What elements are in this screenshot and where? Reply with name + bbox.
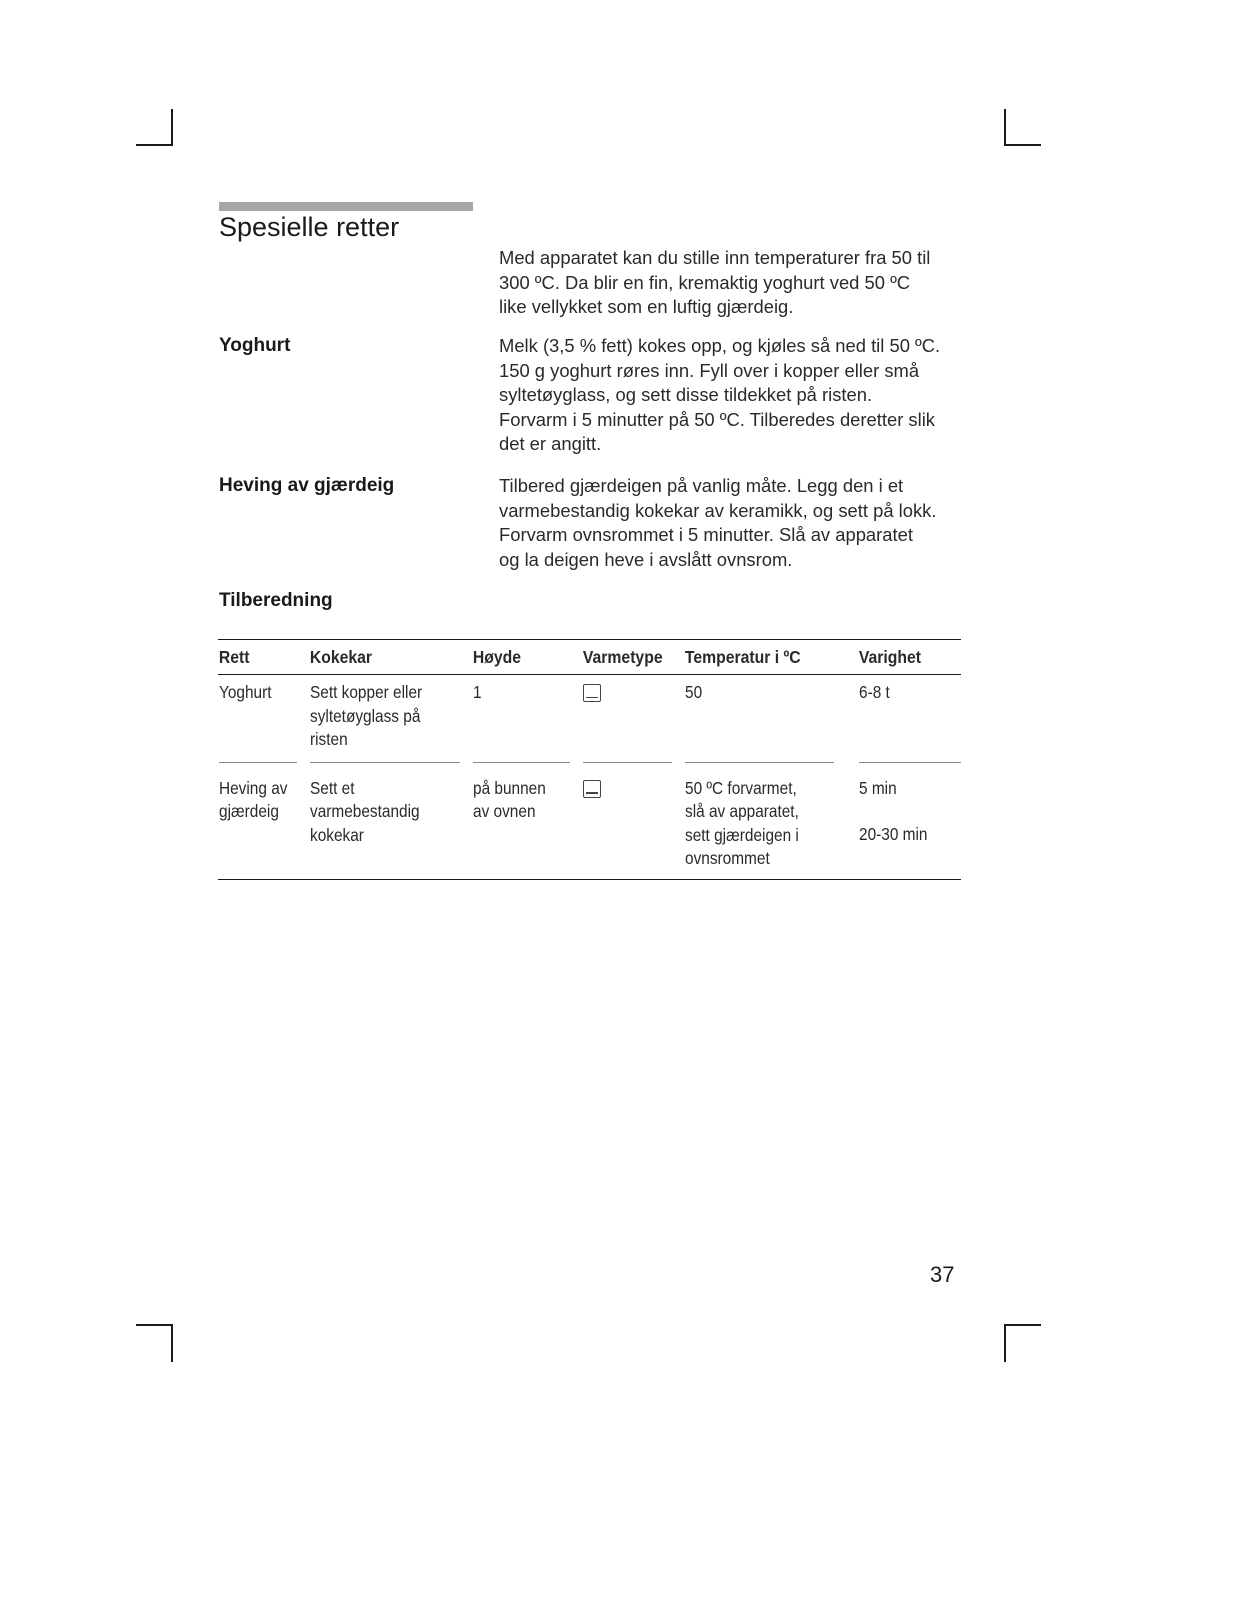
crop-mark-bottom-right-h — [1004, 1324, 1041, 1326]
section-title: Spesielle retter — [219, 212, 400, 242]
cell-kokekar: Sett et varmebestandig kokekar — [310, 777, 420, 845]
cell-temperatur: 50 — [685, 682, 703, 702]
cell-kokekar: Sett kopper eller syltetøyglass på risten — [310, 682, 423, 749]
title-bar — [219, 202, 473, 211]
crop-mark-bottom-left-v — [171, 1325, 173, 1362]
yoghurt-heading: Yoghurt — [219, 335, 291, 356]
heving-paragraph: Tilbered gjærdeigen på vanlig måte. Legg den i et varmebestandig kokekar av keramikk, og sett på lokk. Forvarm ovnsrommet i 5 minutter. Slå av apparatet og la deigen heve i avslått ovnsrom. — [499, 475, 937, 570]
table-row — [218, 675, 961, 756]
crop-mark-top-right-h — [1004, 144, 1041, 146]
column-header-rett: Rett — [218, 640, 300, 675]
tilberedning-heading: Tilberedning — [219, 590, 333, 611]
cell-varighet: 6-8 t — [859, 682, 890, 702]
column-header-varmetype: Varmetype — [582, 640, 674, 675]
row-separator — [218, 756, 961, 771]
yoghurt-paragraph: Melk (3,5 % fett) kokes opp, og kjøles så ned til 50 ºC. 150 g yoghurt røres inn. Fyll over i kopper eller små syltetøyglass, og sett disse tildekket på risten. Forvarm i 5 minutter på 50 ºC. Tilberedes deretter slik det er angitt. — [499, 335, 941, 455]
column-header-varighet: Varighet — [858, 640, 951, 675]
cell-rett: Heving av gjærdeig — [219, 777, 288, 821]
crop-mark-top-right-v — [1004, 109, 1006, 146]
cell-hoyde: på bunnen av ovnen — [473, 777, 546, 821]
cell-temperatur: 50 ºC forvarmet, slå av apparatet, sett gjærdeigen i ovnsrommet — [685, 777, 799, 868]
intro-paragraph: Med apparatet kan du stille inn temperaturer fra 50 til 300 ºC. Da blir en fin, kremaktig yoghurt ved 50 ºC like vellykket som en luftig gjærdeig. — [499, 247, 931, 318]
preparation-table — [218, 639, 961, 880]
heving-heading: Heving av gjærdeig — [219, 475, 395, 496]
column-header-temperatur: Temperatur i ºC — [684, 640, 841, 675]
cell-varighet: 5 min 20-30 min — [859, 777, 928, 844]
cell-rett: Yoghurt — [219, 682, 272, 702]
crop-mark-bottom-right-v — [1004, 1325, 1006, 1362]
cell-varmetype — [582, 771, 684, 880]
table-header-row — [218, 640, 961, 675]
page-number: 37 — [930, 1262, 955, 1287]
oven-bottom-heat-icon — [583, 780, 601, 798]
cell-varmetype — [582, 675, 684, 756]
column-header-hoyde: Høyde — [472, 640, 571, 675]
oven-bottom-heat-icon — [583, 684, 601, 702]
crop-mark-top-left-h — [136, 144, 173, 146]
column-header-kokekar: Kokekar — [309, 640, 456, 675]
cell-hoyde: 1 — [473, 682, 482, 702]
crop-mark-bottom-left-h — [136, 1324, 173, 1326]
table-row — [218, 771, 961, 880]
crop-mark-top-left-v — [171, 109, 173, 146]
